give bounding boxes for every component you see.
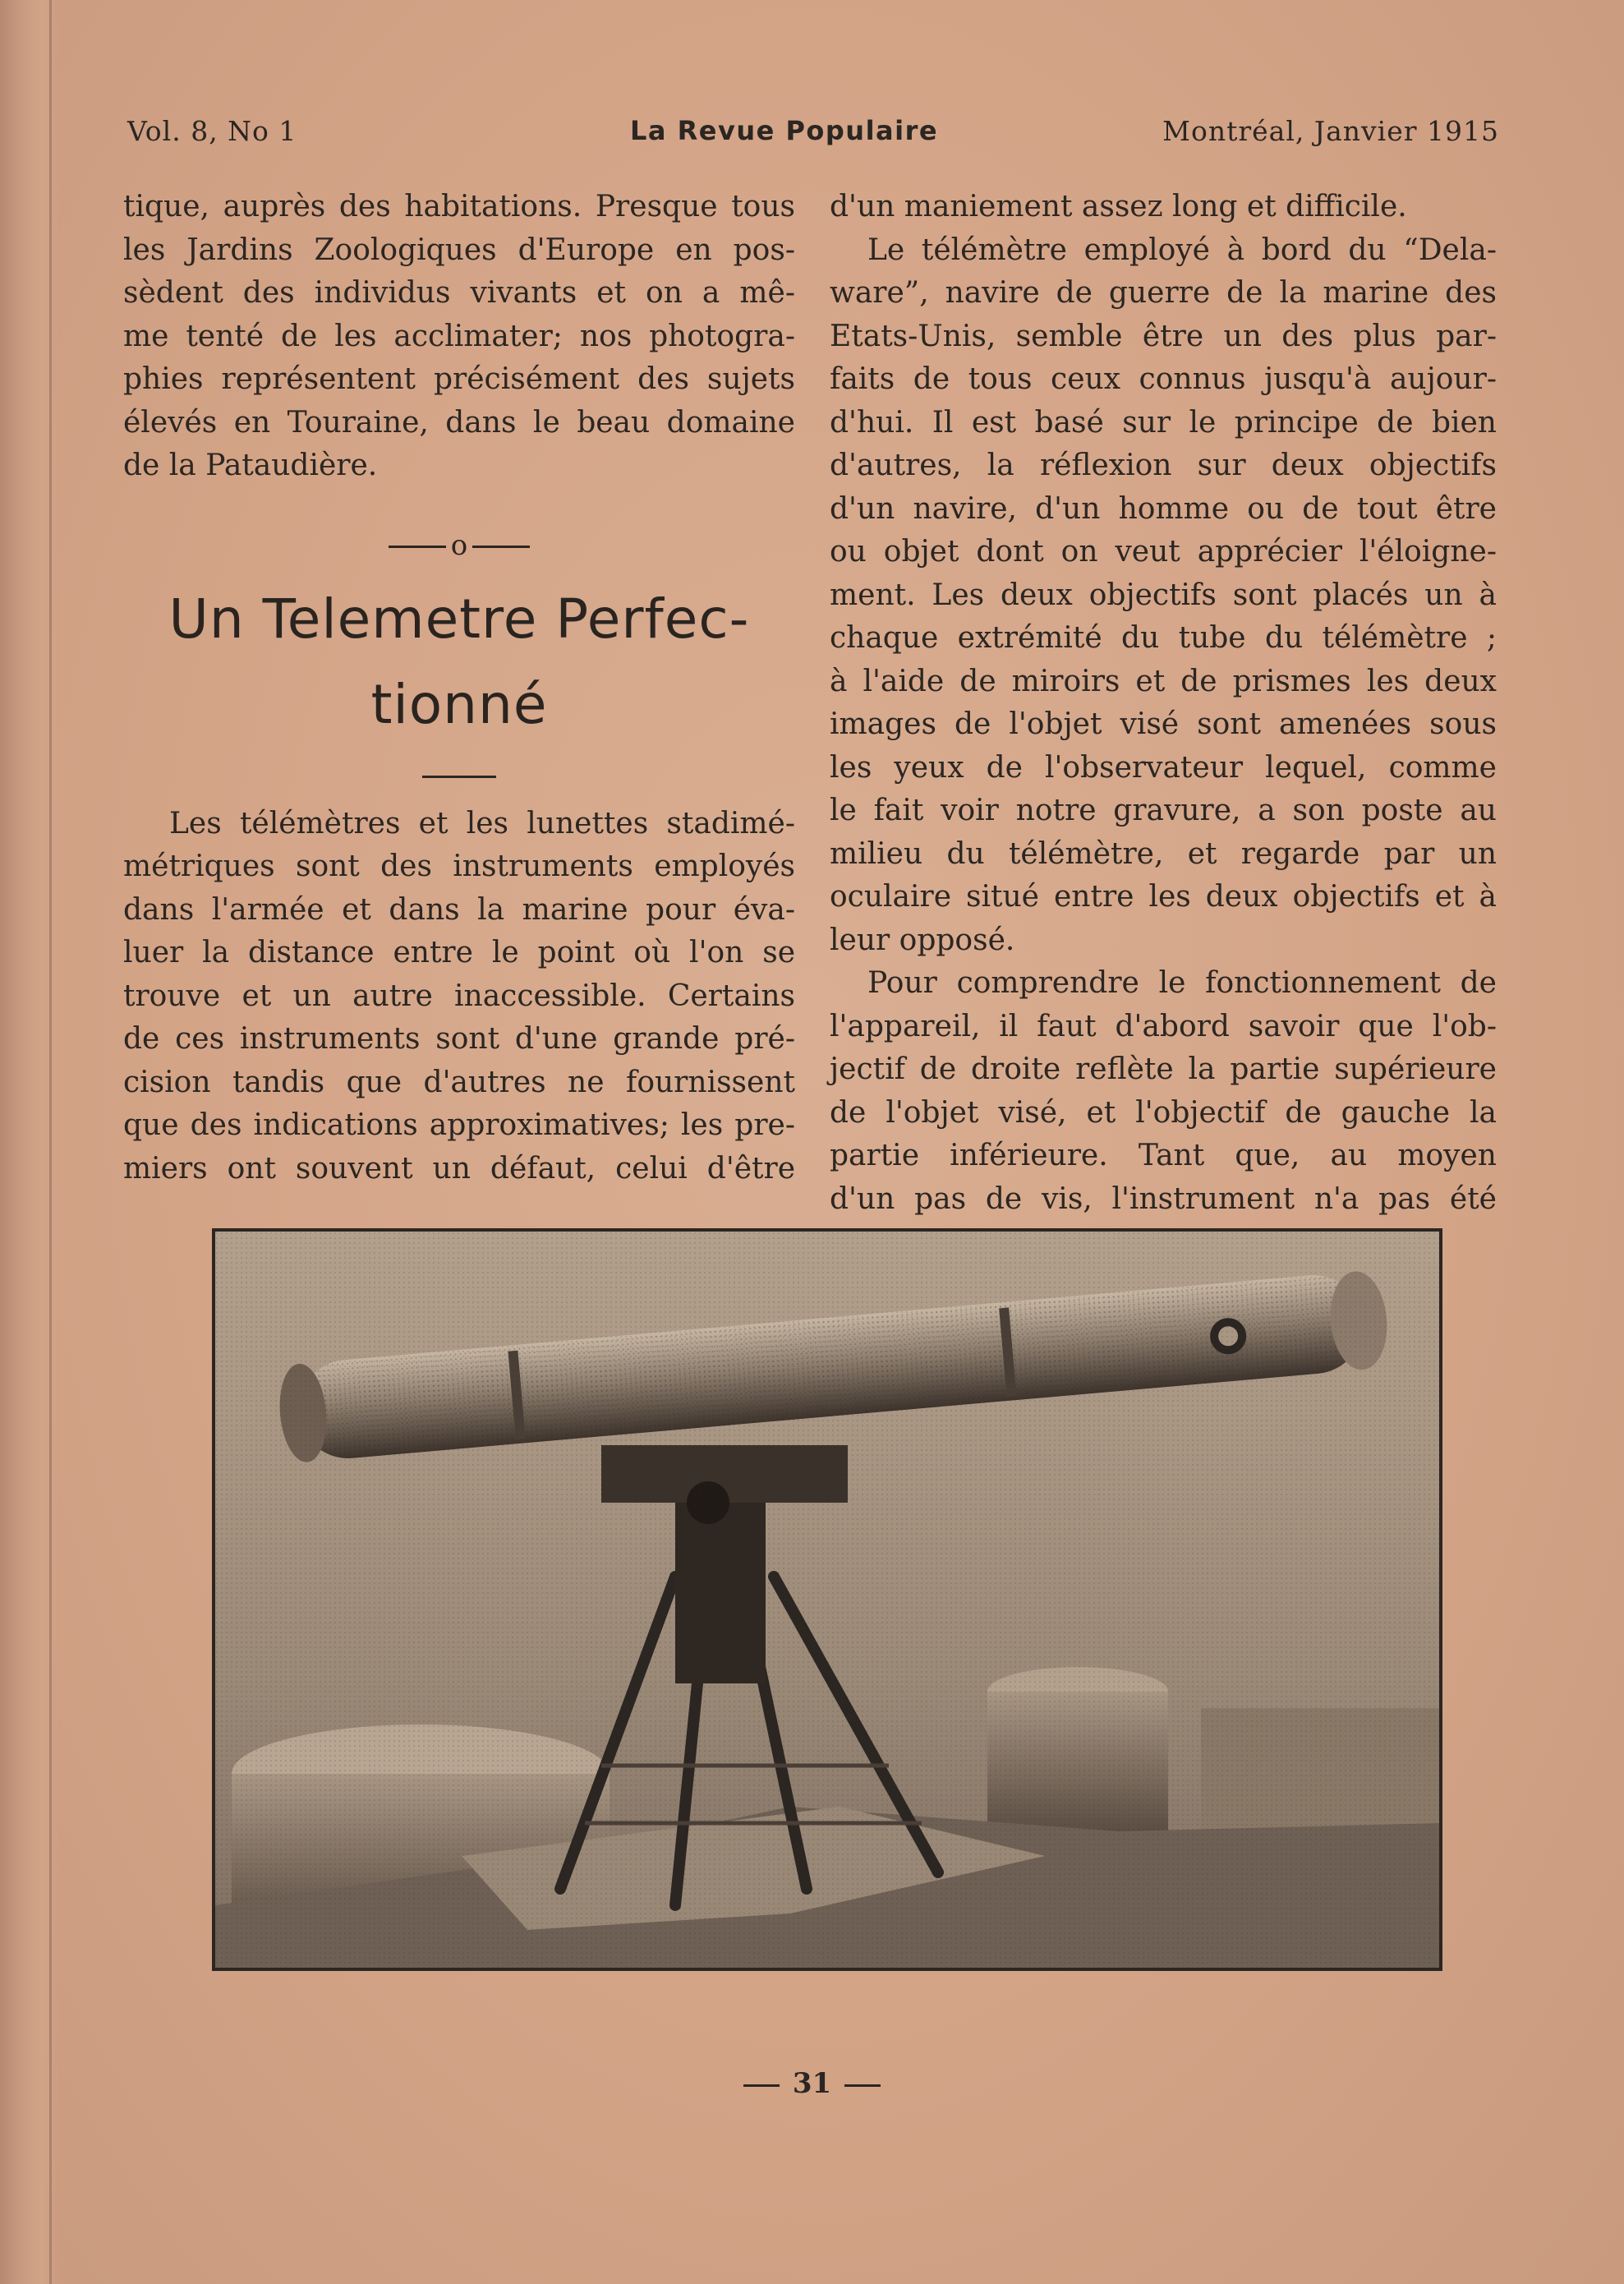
text-line: chaque extrémité du tube du télémètre ;: [830, 621, 1497, 655]
text-line: élevés en Touraine, dans le beau domaine: [123, 405, 795, 440]
article-title: [123, 577, 795, 748]
page-number-dash: [743, 2084, 780, 2087]
binding-edge: [49, 0, 52, 2284]
left-column: [123, 186, 795, 1190]
header-place-date: Montréal, Janvier 1915: [1162, 115, 1499, 147]
text-line: luer la distance entre le point où l'on se: [123, 936, 795, 969]
text-line: me tenté de les acclimater; nos photogra-: [123, 319, 795, 353]
section-separator: [123, 524, 795, 562]
text-line: faits de tous ceux connus jusqu'à aujour-: [830, 362, 1497, 396]
text-line: que des indications approximatives; les pre-: [123, 1108, 795, 1142]
text-line: ou objet dont on veut apprécier l'éloigne-: [830, 535, 1497, 569]
separator-dash: [472, 546, 530, 548]
page-number-footer: [0, 2067, 1624, 2100]
text-line: sèdent des individus vivants et on a mê-: [123, 276, 795, 310]
text-line: partie inférieure. Tant que, au moyen: [830, 1139, 1497, 1172]
text-line: de la Pataudière.: [123, 449, 378, 482]
text-line: à l'aide de miroirs et de prismes les deux: [830, 664, 1497, 698]
text-line: miers ont souvent un défaut, celui d'être: [123, 1151, 795, 1186]
text-line: cision tandis que d'autres ne fournissent: [123, 1065, 795, 1099]
text-line: d'un pas de vis, l'instrument n'a pas été: [830, 1181, 1497, 1216]
text-line: dans l'armée et dans la marine pour éva-: [123, 892, 795, 927]
text-line: le fait voir notre gravure, a son poste au: [830, 794, 1497, 827]
text-line: images de l'objet visé sont amenées sous: [830, 707, 1497, 741]
text-line: ware”, navire de guerre de la marine des: [830, 276, 1497, 310]
title-line: tionné: [370, 672, 548, 736]
text-line: l'appareil, il faut d'abord savoir que l'ob-: [830, 1009, 1497, 1043]
text-line: Pour comprendre le fonctionnement de: [867, 966, 1497, 1000]
title-line: Un Telemetre Perfec-: [168, 587, 750, 651]
text-line: Le télémètre employé à bord du “Dela-: [867, 233, 1497, 267]
text-line: phies représentent précisément des sujets: [123, 362, 795, 396]
rangefinder-illustration: [215, 1232, 1439, 1968]
separator-dash: [389, 546, 446, 548]
text-line: Etats-Unis, semble être un des plus par-: [830, 319, 1497, 353]
page-number: 31: [792, 2067, 832, 2100]
text-line: de ces instruments sont d'une grande pré-: [123, 1022, 795, 1056]
rangefinder-photograph: [212, 1228, 1442, 1971]
text-line: tique, auprès des habitations. Presque tous: [123, 190, 795, 223]
text-line: d'un maniement assez long et difficile.: [830, 190, 1407, 223]
header-journal-title: La Revue Populaire: [630, 115, 939, 146]
text-line: d'autres, la réflexion sur deux objectifs: [830, 449, 1497, 482]
text-line: leur opposé.: [830, 923, 1015, 957]
running-header: [127, 115, 1499, 148]
right-column: [830, 186, 1497, 1221]
text-line: oculaire situé entre les deux objectifs et à: [830, 880, 1497, 914]
text-line: les yeux de l'observateur lequel, comme: [830, 750, 1497, 785]
continuation-paragraph: [123, 186, 795, 488]
text-line: Les télémètres et les lunettes stadimé-: [169, 806, 795, 840]
text-line: d'un navire, d'un homme ou de tout être: [830, 491, 1497, 526]
text-line: jectif de droite reflète la partie supérieure: [830, 1052, 1497, 1086]
text-line: métriques sont des instruments employés: [123, 850, 795, 883]
article-paragraph: [830, 962, 1497, 1221]
text-line: d'hui. Il est basé sur le principe de bien: [830, 405, 1497, 440]
page-number-dash: [844, 2084, 881, 2087]
text-line: trouve et un autre inaccessible. Certains: [123, 979, 795, 1013]
text-line: ment. Les deux objectifs sont placés un à: [830, 578, 1497, 612]
text-line: milieu du télémètre, et regarde par un: [830, 836, 1497, 871]
separator-mark: o: [450, 528, 468, 562]
article-paragraph: [830, 229, 1497, 963]
header-volume: Vol. 8, No 1: [127, 115, 297, 147]
text-line: les Jardins Zoologiques d'Europe en pos-: [123, 233, 795, 267]
article-paragraph: [123, 803, 795, 1191]
text-line: de l'objet visé, et l'objectif de gauche la: [830, 1095, 1497, 1130]
title-rule: [422, 776, 496, 778]
halftone-overlay: [215, 1232, 1439, 1968]
